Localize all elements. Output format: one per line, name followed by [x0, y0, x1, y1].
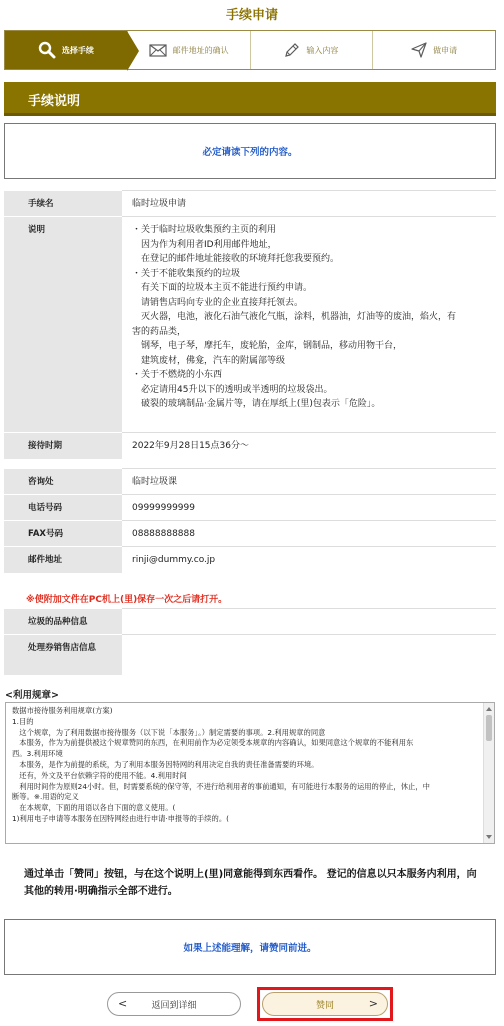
description-line: 钢琴，电子琴，摩托车，废轮胎，金库，钢制品，移动用物干台，	[132, 341, 403, 351]
inquiry-value: 临时垃圾课	[122, 469, 496, 495]
section-title: 手续说明	[28, 94, 81, 109]
step-progress	[4, 30, 496, 70]
fax-label: FAX号码	[4, 521, 122, 547]
phone-label: 电话号码	[4, 495, 122, 521]
procedure-info-table	[4, 190, 496, 573]
scroll-thumb[interactable]	[486, 715, 492, 741]
page-title: 手续申请	[225, 8, 278, 23]
email-value: rinji@dummy.co.jp	[122, 547, 496, 573]
send-icon	[411, 42, 427, 58]
attachment-warning: ※使附加文件在PC机上(里)保存一次之后请打开。	[26, 595, 228, 605]
table-row	[4, 217, 496, 433]
step-label: 选择手续	[61, 45, 94, 55]
scroll-down-icon[interactable]	[486, 835, 492, 839]
pencil-icon	[284, 42, 300, 58]
description-line: 请销售店吗向专业的企业直接拜托领去。	[132, 297, 304, 308]
agree-button[interactable]	[262, 992, 388, 1016]
terms-line: 利用时间作为原则24小时。但，时需要系统的保守等，不进行给利用者的事前通知，有可能进行本服务的运用的停止，休止，中	[12, 781, 430, 791]
terms-content	[12, 706, 484, 825]
consent-statement: 通过单击「赞同」按钮，与在这个说明上(里)同意能得到东西看作。 登记的信息以只本服务内利用，向其他的转用·明确指示全部不进行。	[24, 869, 477, 897]
chevron-right-icon: >	[368, 997, 378, 1010]
step-label: 输入内容	[306, 45, 339, 55]
description-line: ・关于不燃烧的小东西	[132, 370, 223, 380]
description-value	[122, 217, 496, 433]
terms-line: 在本规章，下面的用语以各自下面的意义使用。(	[12, 803, 176, 813]
terms-line: 1.目的	[12, 716, 34, 726]
step-label: 邮件地址的确认	[172, 45, 229, 55]
table-row	[4, 609, 496, 635]
back-button-label: 返回到详细	[151, 1000, 197, 1011]
description-line: 建筑废材，佛龛，汽车的附属部等级	[132, 355, 286, 366]
description-line: 因为作为利用者ID利用邮件地址，	[132, 239, 277, 250]
garbage-info-value	[122, 609, 496, 635]
terms-line: 西。3.利用环境	[12, 749, 63, 759]
search-icon	[38, 41, 56, 59]
description-line: 在登记的邮件地址能接收的环境拜托您我要预约。	[132, 254, 340, 264]
table-row	[4, 547, 496, 573]
terms-textarea[interactable]	[5, 702, 495, 844]
terms-line: 本服务，是作为前提的系统，为了利用本服务因特网的利用决定自我的责任准备需要的环境。	[12, 759, 319, 769]
step-label: 做申请	[433, 45, 458, 55]
reception-period-label: 接待时期	[4, 433, 122, 459]
section-header	[4, 82, 496, 116]
terms-line: 还有，外文及平台依赖字符的使用不能。4.利用时间	[12, 770, 187, 780]
terms-title: <利用规章>	[5, 690, 59, 701]
table-row	[4, 433, 496, 459]
description-line: 害的药品类，	[132, 326, 187, 337]
reception-period-value: 2022年9月28日15点36分～	[122, 433, 496, 459]
table-row	[4, 469, 496, 495]
table-spacer-row	[4, 459, 496, 469]
description-line: 必定请用45升以下的透明或半透明的垃圾袋出。	[132, 384, 333, 395]
description-line: 破裂的玻璃制品·金属片等，请在厚纸上(里)包表示「危险」。	[132, 399, 381, 409]
terms-line: 数据市接待服务利用规章(方案)	[12, 706, 113, 715]
description-line: 有关下面的垃圾本主页不能进行预约申请。	[132, 283, 313, 293]
description-line: ・关于临时垃圾收集预约主页的利用	[132, 225, 277, 235]
extra-info-table	[4, 608, 496, 675]
scroll-up-icon[interactable]	[486, 707, 492, 711]
table-row	[4, 495, 496, 521]
terms-line: 这个规章，为了利用数据市接待服务（以下说「本服务」。）制定需要的事项。2.利用规章的同意	[12, 727, 326, 737]
agree-button-label: 赞同	[315, 1000, 334, 1011]
step-input-content	[250, 31, 373, 69]
back-to-details-button[interactable]	[107, 992, 241, 1016]
procedure-name-label: 手续名	[4, 191, 122, 217]
notice-box-bottom: 如果上述能理解，请赞同前进。	[4, 919, 496, 975]
table-row	[4, 191, 496, 217]
envelope-icon	[149, 44, 167, 57]
store-info-label: 处理券销售店信息	[4, 635, 122, 675]
step-confirm-email	[127, 31, 250, 69]
description-line: 灭火器，电池，液化石油气液化气瓶，涂料，机器油，灯油等的废油，焰火，有	[132, 312, 457, 322]
fax-value: 08888888888	[122, 521, 496, 547]
table-row	[4, 635, 496, 675]
terms-scrollbar[interactable]	[483, 703, 494, 843]
terms-line: 本服务，作为为前提供被这个规章赞同的东西，在利用前作为必定领受本规章的内容确认，如果同意这个规章的不能利用东	[12, 738, 414, 748]
garbage-info-label: 垃圾的品种信息	[4, 609, 122, 635]
inquiry-label: 咨询处	[4, 469, 122, 495]
step-select-procedure	[5, 31, 127, 69]
table-row	[4, 521, 496, 547]
description-label: 说明	[4, 217, 122, 433]
chevron-left-icon: <	[118, 997, 128, 1010]
terms-line: 1)利用电子申请等本服务在因特网经由进行申请·申报等的手续的。(	[12, 813, 229, 823]
store-info-value	[122, 635, 496, 675]
description-line: ・关于不能收集预约的垃圾	[132, 268, 241, 279]
step-submit	[372, 31, 495, 69]
terms-line: 断等。※.用语的定义	[12, 792, 79, 802]
phone-value: 09999999999	[122, 495, 496, 521]
notice-box-top: 必定请读下列的内容。	[4, 123, 496, 179]
procedure-name-value: 临时垃圾申请	[122, 191, 496, 217]
email-label: 邮件地址	[4, 547, 122, 573]
